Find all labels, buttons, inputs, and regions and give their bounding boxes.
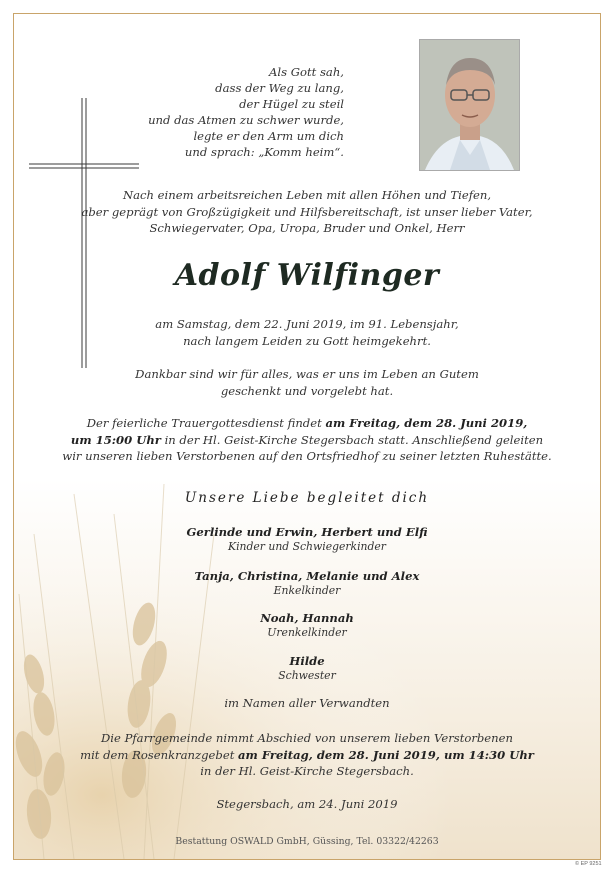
print-code: © EP 9251 <box>575 861 602 867</box>
mourner-relation: Enkelkinder <box>273 584 341 597</box>
thanks-line: geschenkt und vorgelebt hat. <box>220 383 394 398</box>
mourner-names: Noah, Hannah <box>260 611 354 625</box>
mourner-group <box>14 568 600 598</box>
thanks-text <box>14 366 600 399</box>
poem <box>124 64 344 160</box>
poem-line: dass der Weg zu lang, <box>215 81 344 95</box>
mourner-relation: Schwester <box>278 669 336 682</box>
thanks-line: Dankbar sind wir für alles, was er uns im Leben an Gutem <box>135 367 479 381</box>
mourner-group <box>14 653 600 683</box>
intro-line: Nach einem arbeitsreichen Leben mit allen Höhen und Tiefen, <box>122 188 492 202</box>
parish-text <box>14 730 600 780</box>
mourner-relation: Kinder und Schwiegerkinder <box>228 540 386 553</box>
death-info <box>14 316 600 349</box>
mourner-names: Tanja, Christina, Melanie und Alex <box>194 569 420 583</box>
parte-frame <box>13 13 601 860</box>
intro-line: aber geprägt von Großzügigkeit und Hilfsbereitschaft, ist unser lieber Vater, <box>81 204 533 219</box>
mourner-relation: Urenkelkinder <box>267 626 347 639</box>
service-time: um 15:00 Uhr <box>70 432 161 447</box>
parish-line <box>14 747 600 764</box>
mourners-heading: Unsere Liebe begleitet dich <box>184 490 430 506</box>
mourner-group <box>14 610 600 640</box>
service-text: in der Hl. Geist-Kirche Stegersbach statt. Anschließend geleiten <box>164 432 544 447</box>
deceased-name: Adolf Wilfinger <box>174 258 440 293</box>
funeral-service-text <box>14 415 600 465</box>
service-line: wir unseren lieben Verstorbenen auf den Ortsfriedhof zu seiner letzten Ruhestätte. <box>62 449 552 463</box>
service-text: Der feierliche Trauergottesdienst findet <box>86 416 322 430</box>
mourner-group <box>14 524 600 554</box>
poem-line: und sprach: „Komm heim“. <box>184 145 344 159</box>
service-line <box>14 432 600 449</box>
parish-line: in der Hl. Geist-Kirche Stegersbach. <box>200 764 414 778</box>
poem-line: der Hügel zu steil <box>239 97 344 111</box>
poem-line: Als Gott sah, <box>269 65 344 79</box>
relatives-note: im Namen aller Verwandten <box>224 696 390 710</box>
parish-text-part: mit dem Rosenkranzgebet <box>80 747 235 762</box>
death-line: am Samstag, dem 22. Juni 2019, im 91. Lebensjahr, <box>155 317 459 331</box>
intro-text <box>14 187 600 237</box>
mourner-names: Gerlinde und Erwin, Herbert und Elfi <box>186 525 428 539</box>
parish-line: Die Pfarrgemeinde nimmt Abschied von unserem lieben Verstorbenen <box>101 731 513 745</box>
funeral-home-footer: Bestattung OSWALD GmbH, Güssing, Tel. 03322/42263 <box>175 836 439 847</box>
place-date: Stegersbach, am 24. Juni 2019 <box>216 797 398 811</box>
service-date: am Freitag, dem 28. Juni 2019, <box>325 416 528 430</box>
poem-line: legte er den Arm um dich <box>193 129 344 143</box>
rosary-date: am Freitag, dem 28. Juni 2019, um 14:30 Uhr <box>238 747 534 762</box>
poem-line: und das Atmen zu schwer wurde, <box>148 113 344 127</box>
mourner-names: Hilde <box>289 654 325 668</box>
intro-line: Schwiegervater, Opa, Uropa, Bruder und Onkel, Herr <box>149 221 465 235</box>
portrait-photo <box>419 39 520 171</box>
service-line <box>14 415 600 432</box>
death-line: nach langem Leiden zu Gott heimgekehrt. <box>183 333 431 348</box>
